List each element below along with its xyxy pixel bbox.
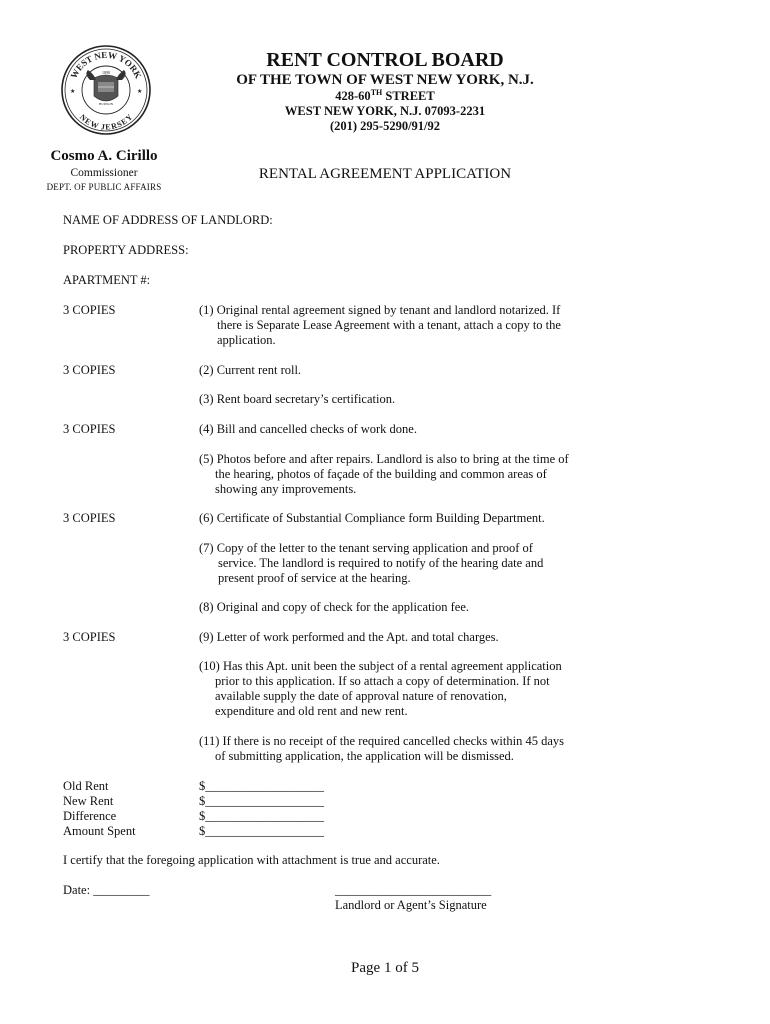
item-line: (11) If there is no receipt of the required cancelled checks within 45 days	[199, 734, 565, 748]
date-field[interactable]: Date: _________	[63, 883, 150, 897]
street-address	[335, 88, 434, 104]
new-rent-blank[interactable]: $___________________	[199, 794, 324, 808]
list-item	[199, 303, 579, 348]
copies-label: 3 COPIES	[63, 422, 116, 436]
signature-label: Landlord or Agent’s Signature	[335, 898, 487, 912]
difference-blank[interactable]: $___________________	[199, 809, 324, 823]
list-item	[199, 363, 579, 378]
list-item	[199, 630, 579, 645]
signature-line[interactable]: _________________________	[335, 883, 492, 897]
seal-year: 1898	[102, 70, 110, 75]
copies-label: 3 COPIES	[63, 303, 116, 317]
item-line: there is Separate Lease Agreement with a tenant, attach a copy to the	[217, 318, 561, 332]
list-item	[199, 659, 579, 719]
certification-statement: I certify that the foregoing application with attachment is true and accurate.	[63, 853, 440, 867]
seal-top-text: WEST NEW YORK	[68, 49, 144, 81]
page-number: Page 1 of 5	[351, 960, 419, 976]
apartment-field-label: APARTMENT #:	[63, 273, 151, 287]
seal-band-text: HUDSON	[98, 102, 114, 106]
form-title: RENTAL AGREEMENT APPLICATION	[258, 166, 512, 182]
commissioner-name: Cosmo A. Cirillo	[50, 148, 158, 164]
item-line: prior to this application. If so attach a copy of determination. If not	[215, 674, 550, 688]
item-line: service. The landlord is required to notify of the hearing date and	[218, 556, 544, 570]
item-line: (1) Original rental agreement signed by tenant and landlord notarized. If	[199, 303, 561, 317]
street-word: STREET	[382, 89, 435, 104]
list-item	[199, 541, 579, 586]
list-item	[199, 422, 579, 437]
list-item	[199, 511, 579, 526]
item-line: (10) Has this Apt. unit been the subject of a rental agreement application	[199, 659, 562, 673]
landlord-field-label: NAME OF ADDRESS OF LANDLORD:	[63, 213, 273, 227]
town-seal-logo	[60, 44, 152, 136]
seal-bottom-text: NEW JERSEY	[77, 112, 135, 132]
board-title: RENT CONTROL BOARD	[266, 49, 504, 71]
board-subtitle: OF THE TOWN OF WEST NEW YORK, N.J.	[236, 72, 534, 88]
item-line: expenditure and old rent and new rent.	[215, 704, 408, 718]
item-line: (8) Original and copy of check for the application fee.	[199, 600, 470, 614]
rent-labels	[63, 779, 136, 839]
list-item	[199, 734, 579, 764]
city-address: WEST NEW YORK, N.J. 07093-2231	[284, 104, 486, 118]
amount-spent-label: Amount Spent	[63, 824, 136, 838]
item-line: of submitting application, the application will be dismissed.	[215, 749, 514, 763]
item-line: (6) Certificate of Substantial Compliance form Building Department.	[199, 511, 545, 525]
old-rent-blank[interactable]: $___________________	[199, 779, 324, 793]
svg-text:★: ★	[70, 89, 76, 95]
phone-number: (201) 295-5290/91/92	[329, 119, 441, 133]
item-line: showing any improvements.	[215, 482, 357, 496]
item-line: the hearing, photos of façade of the building and common areas of	[215, 467, 547, 481]
svg-text:★: ★	[137, 89, 143, 95]
copies-label: 3 COPIES	[63, 511, 116, 525]
rent-blanks	[199, 779, 324, 839]
item-line: (2) Current rent roll.	[199, 363, 302, 377]
new-rent-label: New Rent	[63, 794, 114, 808]
department-name: DEPT. OF PUBLIC AFFAIRS	[46, 182, 162, 192]
amount-spent-blank[interactable]: $___________________	[199, 824, 324, 838]
copies-label: 3 COPIES	[63, 630, 116, 644]
street-number: 428-60	[335, 89, 371, 104]
property-field-label: PROPERTY ADDRESS:	[63, 243, 189, 257]
item-line: (4) Bill and cancelled checks of work done.	[199, 422, 417, 436]
list-item	[199, 452, 579, 497]
item-line: (9) Letter of work performed and the Apt. and total charges.	[199, 630, 499, 644]
item-line: application.	[217, 333, 276, 347]
item-line: (3) Rent board secretary’s certification.	[199, 392, 396, 406]
street-ordinal: TH	[370, 88, 383, 97]
list-item	[199, 600, 579, 615]
commissioner-title: Commissioner	[70, 167, 138, 179]
copies-label: 3 COPIES	[63, 363, 116, 377]
item-line: available supply the date of approval nature of renovation,	[215, 689, 507, 703]
difference-label: Difference	[63, 809, 117, 823]
item-line: present proof of service at the hearing.	[218, 571, 411, 585]
old-rent-label: Old Rent	[63, 779, 109, 793]
item-line: (7) Copy of the letter to the tenant serving application and proof of	[199, 541, 533, 555]
list-item	[199, 392, 579, 407]
item-line: (5) Photos before and after repairs. Landlord is also to bring at the time of	[199, 452, 569, 466]
